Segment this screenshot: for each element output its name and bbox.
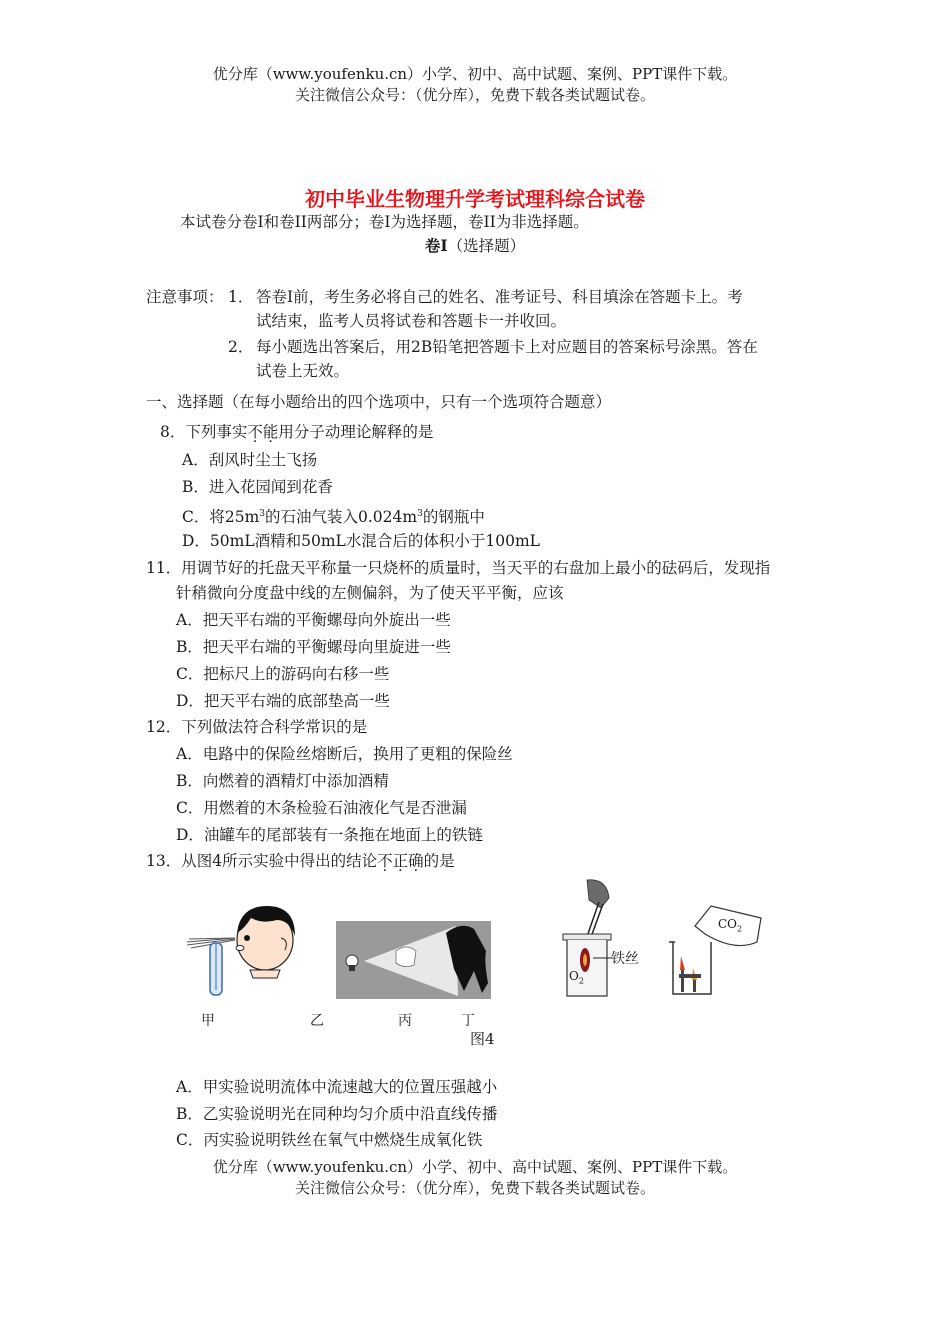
q13-option-a: A．甲实验说明流体中流速越大的位置压强越小 (176, 1078, 498, 1096)
question-11-stem-line-2: 针稍微向分度盘中线的左侧偏斜，为了使天平平衡，应该 (176, 584, 564, 602)
figure-ding-co2-experiment (665, 898, 765, 998)
notes-label: 注意事项： (146, 288, 224, 306)
site-header-line-2: 关注微信公众号：（优分库），免费下载各类试题试卷。 (294, 86, 655, 104)
fig-label-yi: 乙 (310, 1013, 324, 1029)
q13-option-b: B．乙实验说明光在同种均匀介质中沿直线传播 (176, 1105, 498, 1123)
boy-face-icon (236, 906, 295, 978)
co2-sub: 2 (737, 924, 743, 934)
question-11-stem-line-1: 11．用调节好的托盘天平称量一只烧杯的质量时，当天平的右盘加上最小的砝码后，发现指 (146, 559, 771, 577)
note-1-line-1: 答卷Ⅰ前，考生务必将自己的姓名、准考证号、科目填涂在答题卡上。考 (256, 288, 743, 306)
q13-emphasis-1: 不 (377, 852, 393, 870)
test-tube-icon (210, 943, 222, 995)
site-header-line-1: 优分库（www.youfenku.cn）小学、初中、高中试题、案例、PPT课件下载。 (212, 65, 738, 83)
q8-emphasis-2: 能 (262, 423, 279, 441)
volume-heading-sub: （选择题） (447, 237, 526, 255)
q12-option-b: B．向燃着的酒精灯中添加酒精 (176, 772, 389, 790)
o2-sub: 2 (578, 976, 584, 986)
label-co2 (718, 917, 742, 933)
exam-title: 初中毕业生物理升学考试理科综合试卷 (305, 187, 645, 211)
fig-label-bing: 丙 (398, 1013, 412, 1029)
note-1-number: 1． (228, 288, 254, 306)
label-o2 (569, 969, 584, 985)
q8-c-sup-2: 3 (417, 509, 423, 519)
q8-c-pre: C．将25m (182, 508, 260, 527)
volume-heading-main: 卷Ⅰ (424, 236, 448, 255)
figure-caption: 图4 (470, 1030, 495, 1048)
figure-jia-blowing-experiment (185, 898, 305, 1003)
q8-option-a: A．刮风时尘土飞扬 (182, 451, 318, 469)
question-13-stem (146, 850, 455, 872)
q8-option-c (182, 503, 485, 528)
section-1-heading: 一、选择题（在每小题给出的四个选项中，只有一个选项符合题意） (146, 393, 612, 411)
candles-icon (679, 956, 701, 992)
q13-emphasis-2: 正 (392, 852, 409, 870)
q8-c-post: 的钢瓶中 (422, 508, 485, 527)
q11-option-b: B．把天平右端的平衡螺母向里旋进一些 (176, 638, 451, 656)
exam-intro: 本试卷分卷I和卷II两部分；卷I为选择题，卷II为非选择题。 (180, 213, 589, 231)
note-2-line-2: 试卷上无效。 (256, 362, 350, 380)
q8-option-b: B．进入花园闻到花香 (182, 478, 333, 496)
fig-label-jia: 甲 (201, 1013, 215, 1029)
q12-option-a: A．电路中的保险丝熔断后，换用了更粗的保险丝 (176, 745, 513, 763)
co2-main: CO (718, 917, 738, 931)
note-2-number: 2． (228, 338, 254, 356)
beaker-icon (669, 942, 711, 994)
q13-option-c: C．丙实验说明铁丝在氧气中燃烧生成氧化铁 (176, 1131, 483, 1149)
q13-emphasis-3: 确 (408, 852, 424, 870)
question-12-stem: 12．下列做法符合科学常识的是 (146, 718, 368, 736)
question-8-stem (160, 421, 433, 443)
q11-option-d: D．把天平右端的底部垫高一些 (176, 692, 390, 710)
site-footer-line-1: 优分库（www.youfenku.cn）小学、初中、高中试题、案例、PPT课件下载。 (212, 1158, 738, 1176)
q8-c-mid: 的石油气装入0.024m (265, 508, 418, 527)
q11-option-a: A．把天平右端的平衡螺母向外旋出一些 (176, 611, 451, 629)
note-2-line-1: 每小题选出答案后，用2B铅笔把答题卡上对应题目的答案标号涂黑。答在 (256, 338, 758, 356)
o2-main: O (569, 969, 579, 983)
q11-option-c: C．把标尺上的游码向右移一些 (176, 665, 390, 683)
label-iron-wire: 铁丝 (611, 951, 639, 967)
site-footer-line-2: 关注微信公众号：（优分库），免费下载各类试题试卷。 (294, 1179, 655, 1197)
figure-bing-iron-wire-experiment (555, 878, 620, 1002)
q12-option-c: C．用燃着的木条检验石油液化气是否泄漏 (176, 799, 467, 817)
volume-heading (0, 235, 950, 257)
figure-yi-light-experiment (336, 921, 491, 999)
q8-option-d: D．50mL酒精和50mL水混合后的体积小于100mL (182, 532, 540, 550)
q8-c-sup-1: 3 (259, 509, 266, 519)
q8-emphasis-1: 不 (247, 423, 263, 441)
q8-stem-pre: 8．下列事实 (160, 423, 248, 441)
note-1-line-2: 试结束，监考人员将试卷和答题卡一并收回。 (256, 312, 567, 330)
fig-label-ding: 丁 (461, 1013, 475, 1029)
q12-option-d: D．油罐车的尾部装有一条拖在地面上的铁链 (176, 826, 483, 844)
q13-stem-pre: 13．从图4所示实验中得出的结论 (146, 852, 378, 870)
q13-stem-post: 的是 (423, 852, 455, 870)
q8-stem-post: 用分子动理论解释的是 (278, 423, 434, 441)
